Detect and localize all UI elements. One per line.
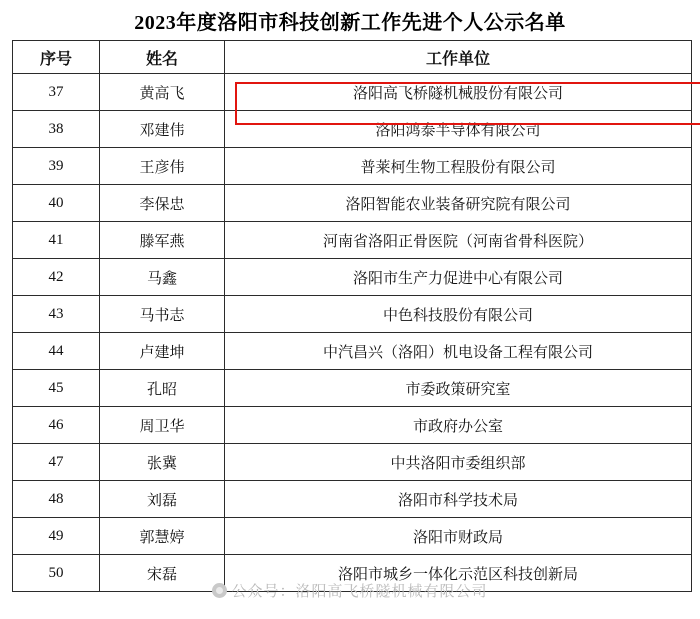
table-row bbox=[13, 481, 692, 518]
cell-serial: 46 bbox=[13, 407, 100, 444]
cell-serial: 45 bbox=[13, 370, 100, 407]
cell-serial: 50 bbox=[13, 555, 100, 592]
cell-serial: 41 bbox=[13, 222, 100, 259]
table-row bbox=[13, 74, 692, 111]
cell-serial: 37 bbox=[13, 74, 100, 111]
cell-serial: 43 bbox=[13, 296, 100, 333]
column-header-name: 姓名 bbox=[100, 41, 225, 74]
table-row bbox=[13, 222, 692, 259]
cell-name: 王彦伟 bbox=[100, 148, 225, 185]
cell-name: 郭慧婷 bbox=[100, 518, 225, 555]
cell-serial: 38 bbox=[13, 111, 100, 148]
cell-organization: 洛阳市生产力促进中心有限公司 bbox=[225, 259, 692, 296]
cell-organization: 洛阳鸿泰半导体有限公司 bbox=[225, 111, 692, 148]
cell-serial: 49 bbox=[13, 518, 100, 555]
cell-name: 马书志 bbox=[100, 296, 225, 333]
table-row bbox=[13, 185, 692, 222]
table-row bbox=[13, 333, 692, 370]
cell-organization: 市政府办公室 bbox=[225, 407, 692, 444]
table-row bbox=[13, 518, 692, 555]
table-row bbox=[13, 296, 692, 333]
cell-name: 周卫华 bbox=[100, 407, 225, 444]
table-row bbox=[13, 555, 692, 592]
cell-organization: 洛阳市财政局 bbox=[225, 518, 692, 555]
cell-name: 李保忠 bbox=[100, 185, 225, 222]
public-notice-table bbox=[12, 40, 692, 592]
cell-name: 宋磊 bbox=[100, 555, 225, 592]
cell-serial: 47 bbox=[13, 444, 100, 481]
cell-name: 马鑫 bbox=[100, 259, 225, 296]
table-header-row bbox=[13, 41, 692, 74]
cell-name: 滕军燕 bbox=[100, 222, 225, 259]
cell-organization: 中汽昌兴（洛阳）机电设备工程有限公司 bbox=[225, 333, 692, 370]
table-header bbox=[13, 41, 692, 74]
table-row bbox=[13, 370, 692, 407]
cell-serial: 42 bbox=[13, 259, 100, 296]
cell-serial: 40 bbox=[13, 185, 100, 222]
watermark-text: 公众号：洛阳高飞桥隧机械有限公司 bbox=[231, 583, 488, 600]
cell-name: 卢建坤 bbox=[100, 333, 225, 370]
table-row bbox=[13, 148, 692, 185]
cell-organization: 河南省洛阳正骨医院（河南省骨科医院） bbox=[225, 222, 692, 259]
cell-name: 邓建伟 bbox=[100, 111, 225, 148]
cell-name: 刘磊 bbox=[100, 481, 225, 518]
column-header-organization: 工作单位 bbox=[225, 41, 692, 74]
cell-organization: 中共洛阳市委组织部 bbox=[225, 444, 692, 481]
cell-organization: 洛阳市科学技术局 bbox=[225, 481, 692, 518]
table-row bbox=[13, 111, 692, 148]
table-row bbox=[13, 444, 692, 481]
cell-organization: 普莱柯生物工程股份有限公司 bbox=[225, 148, 692, 185]
table-row bbox=[13, 259, 692, 296]
cell-organization: 洛阳市城乡一体化示范区科技创新局 bbox=[225, 555, 692, 592]
table-body bbox=[13, 74, 692, 592]
cell-name: 张冀 bbox=[100, 444, 225, 481]
cell-name: 黄高飞 bbox=[100, 74, 225, 111]
cell-organization: 市委政策研究室 bbox=[225, 370, 692, 407]
cell-organization: 洛阳智能农业装备研究院有限公司 bbox=[225, 185, 692, 222]
cell-serial: 44 bbox=[13, 333, 100, 370]
cell-organization: 洛阳高飞桥隧机械股份有限公司 bbox=[225, 74, 692, 111]
column-header-serial: 序号 bbox=[13, 41, 100, 74]
cell-serial: 39 bbox=[13, 148, 100, 185]
cell-name: 孔昭 bbox=[100, 370, 225, 407]
page-title: 2023年度洛阳市科技创新工作先进个人公示名单 bbox=[134, 12, 566, 34]
cell-serial: 48 bbox=[13, 481, 100, 518]
cell-organization: 中色科技股份有限公司 bbox=[225, 296, 692, 333]
table-row bbox=[13, 407, 692, 444]
